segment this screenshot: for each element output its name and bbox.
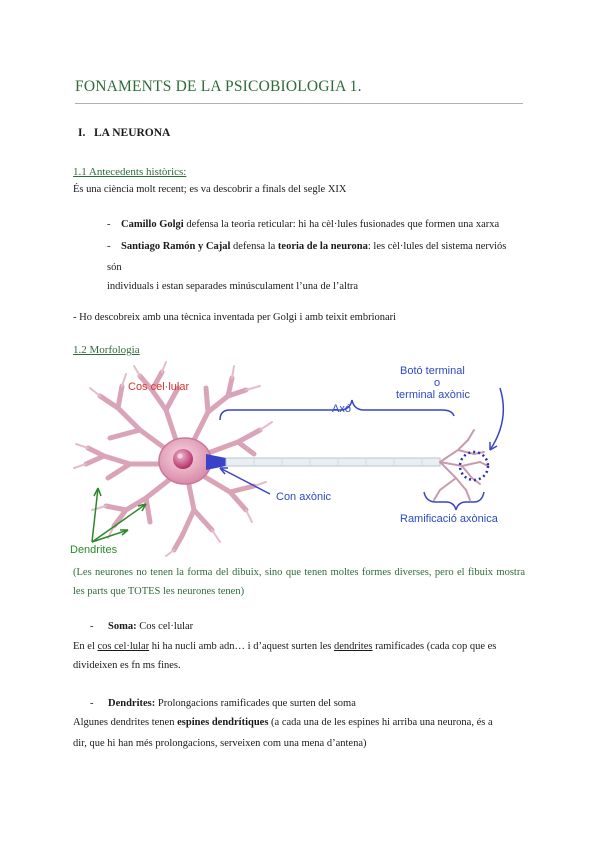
history-intro: És una ciència molt recent; es va descobrir a finals del segle XIX — [73, 184, 347, 195]
dendr-p-a: Algunes dendrites tenen — [73, 717, 178, 728]
label-axon: Axó — [332, 403, 351, 415]
golgi-text: defensa la teoria reticular: hi ha cèl·lules fusionades que formen una xarxa — [183, 219, 500, 230]
nucleus — [173, 449, 193, 469]
dendrites-paragraph-line-2: dir, que hi han més prolongacions, serveixen com una mena d’antena) — [73, 738, 367, 749]
soma-paragraph-line-2: divideixen es fn ms fines. — [73, 660, 181, 671]
cajal-name: Santiago Ramón y Cajal — [121, 241, 231, 252]
soma-paragraph — [73, 640, 533, 654]
cajal-line-2: són — [107, 262, 122, 273]
cajal-line-3: individuals i estan separades minúsculament l’una de l’altra — [107, 281, 359, 292]
cajal-text-1: defensa la — [230, 241, 278, 252]
label-axon-ramification: Ramificació axònica — [400, 513, 498, 525]
dendr-p-b: (a cada una de les espines hi arriba una neurona, és a — [268, 717, 493, 728]
neuron-diagram — [70, 360, 530, 558]
cajal-text-2: : les cèl·lules del sistema nerviós — [367, 241, 507, 252]
axon-terminals — [434, 430, 488, 500]
soma-text: Cos cel·lular — [136, 621, 194, 632]
document-title: FONAMENTS DE LA PSICOBIOLOGIA 1. — [75, 78, 362, 95]
bullet-dash: - — [107, 219, 111, 230]
label-terminal-or: o — [434, 377, 441, 389]
soma-label: Soma: — [108, 621, 137, 632]
subsection-morphology-title: 1.2 Morfologia — [73, 344, 140, 356]
label-axon-terminal: terminal axònic — [396, 389, 470, 401]
bullet-dash: - — [107, 241, 111, 252]
section-title: LA NEURONA — [94, 127, 171, 139]
soma-p-cell-body: cos cel·lular — [97, 641, 150, 652]
bullet-soma — [90, 620, 193, 634]
label-axon-hillock: Con axònic — [276, 491, 332, 503]
soma-p-b: hi ha nucli amb adn… i d’aquest surten les — [149, 641, 334, 652]
axon — [226, 458, 440, 466]
bullet-dash: - — [90, 698, 94, 709]
title-divider — [75, 103, 523, 104]
label-dendrites: Dendrites — [70, 544, 118, 556]
cajal-bold-theory: teoria de la neurona — [277, 241, 368, 252]
section-heading — [78, 127, 170, 139]
bullet-dash: - — [90, 621, 94, 632]
dendrite-arrows — [92, 488, 146, 542]
subsection-history-title: 1.1 Antecedents històrics: — [73, 166, 187, 178]
diagram-caption: (Les neurones no tenen la forma del dibuix, sino que tenen moltes formes diverses, pero el fibuix mostra les parts que TOTES les neurones tenen) — [73, 567, 525, 597]
soma-p-dendrites: dendrites — [333, 641, 373, 652]
label-terminal-button: Botó terminal — [400, 365, 465, 377]
golgi-name: Camillo Golgi — [121, 219, 184, 230]
soma-p-c: ramificades (cada cop que es — [372, 641, 497, 652]
soma-p-a: En el — [73, 641, 98, 652]
golgi-technique-note: - Ho descobreix amb una tècnica inventada per Golgi i amb teixit embrionari — [73, 312, 397, 323]
dendr-p-spines: espines dendrítiques — [177, 717, 269, 728]
bullet-golgi — [107, 218, 499, 232]
terminal-arrow — [490, 388, 503, 450]
dendrites-label: Dendrites: — [108, 698, 156, 709]
bullet-dendrites — [90, 697, 356, 711]
label-cell-body: Cos cel·lular — [128, 381, 190, 393]
section-number: I. — [78, 127, 86, 139]
dendrites-paragraph — [73, 716, 533, 730]
bullet-cajal — [107, 240, 532, 254]
dendrites-text: Prolongacions ramificades que surten del soma — [155, 698, 356, 709]
ramification-brace — [424, 492, 484, 510]
